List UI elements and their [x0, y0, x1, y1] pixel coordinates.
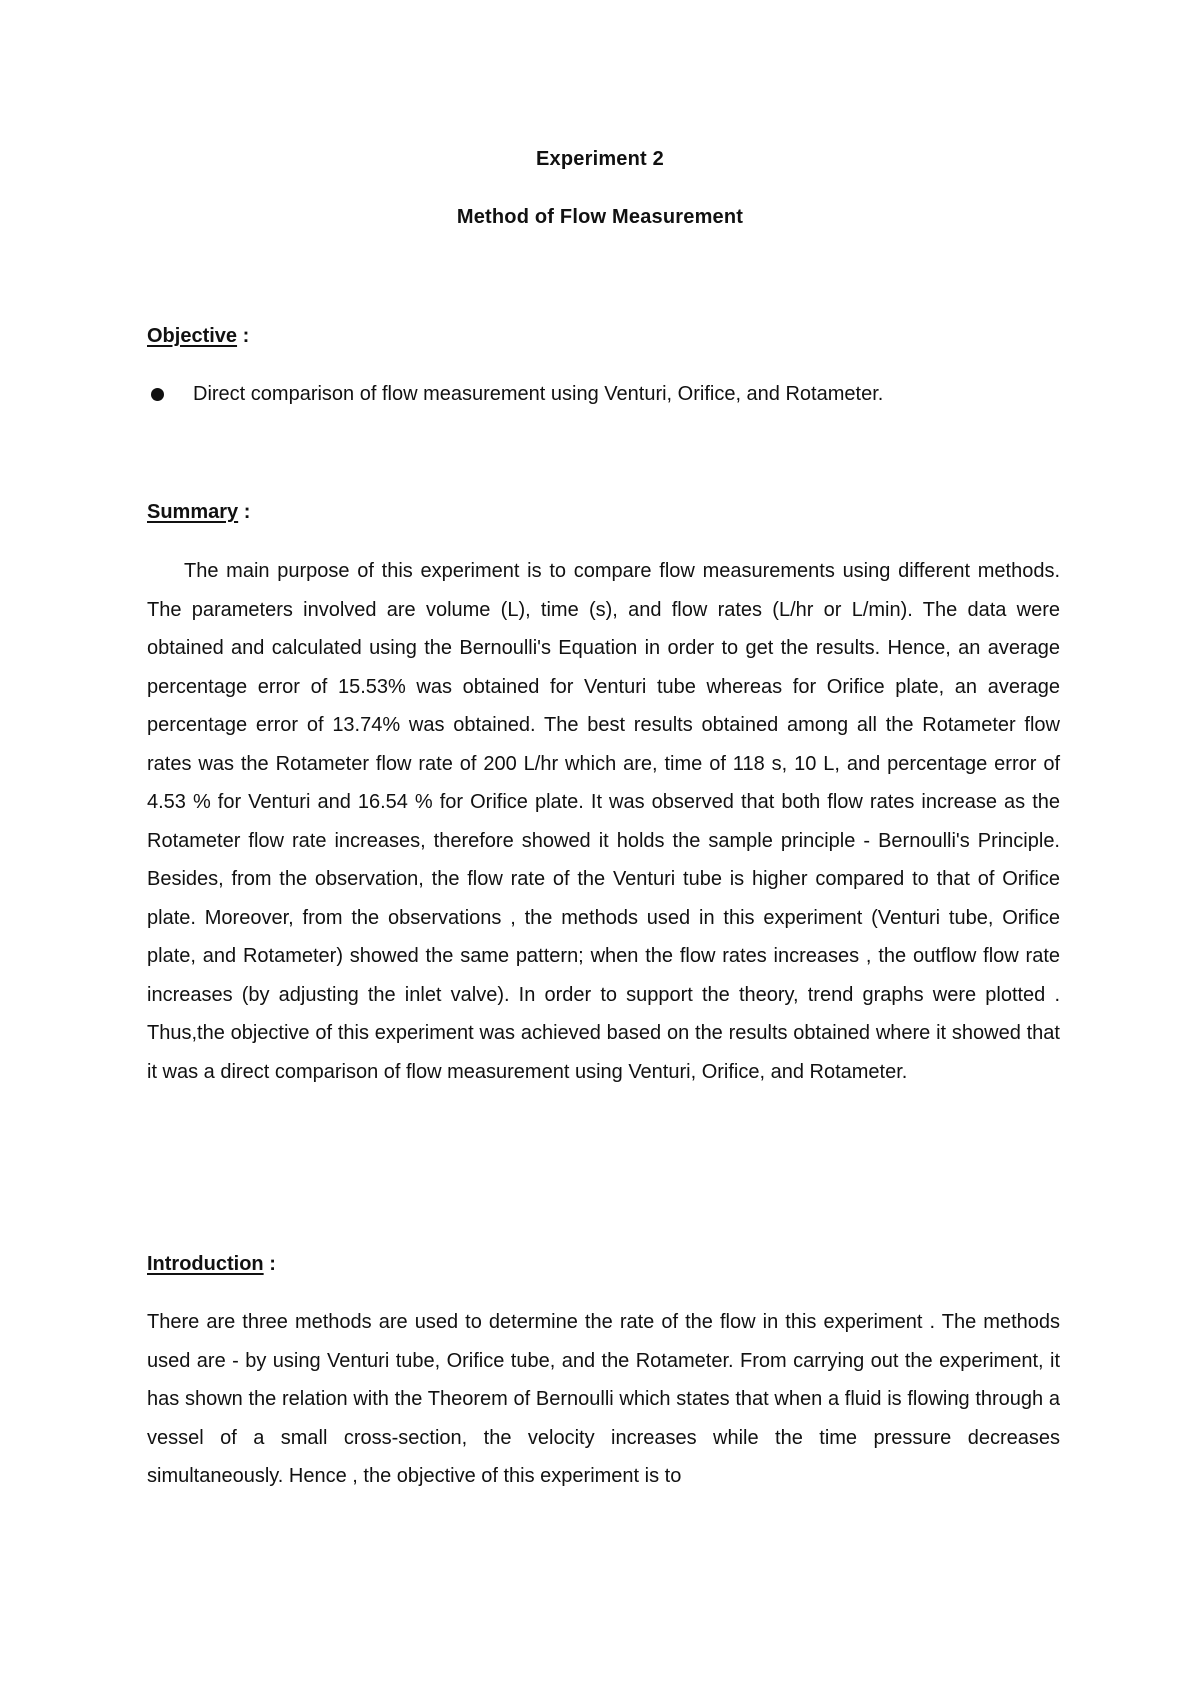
objective-bullet-text: Direct comparison of flow measurement using Venturi, Orifice, and Rotameter. [193, 383, 884, 405]
objective-bullet-item [147, 383, 1067, 406]
summary-heading-label: Summary [147, 501, 239, 523]
bullet-dot-icon [151, 388, 164, 401]
objective-heading-colon: : [237, 325, 250, 347]
objective-heading [147, 325, 249, 348]
summary-heading-colon: : [238, 501, 251, 523]
introduction-heading-colon: : [263, 1253, 276, 1275]
summary-paragraph: The main purpose of this experiment is to compare flow measurements using different methods. The parameters involved are volume (L), time (s), and flow rates (L/hr or L/min). The data were obtained and calculated using the Bernoulli's Equation in order to get the results. Hence, an average percentage error of 15.53% was obtained for Venturi tube whereas for Orifice plate, an average percentage error of 13.74% was obtained. The best results obtained among all the Rotameter flow rates was the Rotameter flow rate of 200 L/hr which are, time of 118 s, 10 L, and percentage error of 4.53 % for Venturi and 16.54 % for Orifice plate. It was observed that both flow rates increase as the Rotameter flow rate increases, therefore showed it holds the sample principle - Bernoulli's Principle. Besides, from the observation, the flow rate of the Venturi tube is higher compared to that of Orifice plate. Moreover, from the observations , the methods used in this experiment (Venturi tube, Orifice plate, and Rotameter) showed the same pattern; when the flow rates increases , the outflow flow rate increases (by adjusting the inlet valve). In order to support the theory, trend graphs were plotted . Thus,the objective of this experiment was achieved based on the results obtained where it showed that it was a direct comparison of flow measurement using Venturi, Orifice, and Rotameter. [147, 560, 1060, 1083]
document-subtitle: Method of Flow Measurement [456, 206, 744, 228]
introduction-heading-label: Introduction [147, 1253, 264, 1275]
document-title: Experiment 2 [535, 148, 664, 170]
summary-heading [147, 501, 250, 524]
introduction-paragraph: There are three methods are used to determine the rate of the flow in this experiment . The methods used are - by using Venturi tube, Orifice tube, and the Rotameter. From carrying out the experiment, it has shown the relation with the Theorem of Bernoulli which states that when a fluid is flowing through a vessel of a small cross-section, the velocity increases while the time pressure decreases simultaneously. Hence , the objective of this experiment is to [147, 1311, 1060, 1487]
introduction-heading [147, 1253, 276, 1276]
objective-heading-label: Objective [147, 325, 238, 347]
